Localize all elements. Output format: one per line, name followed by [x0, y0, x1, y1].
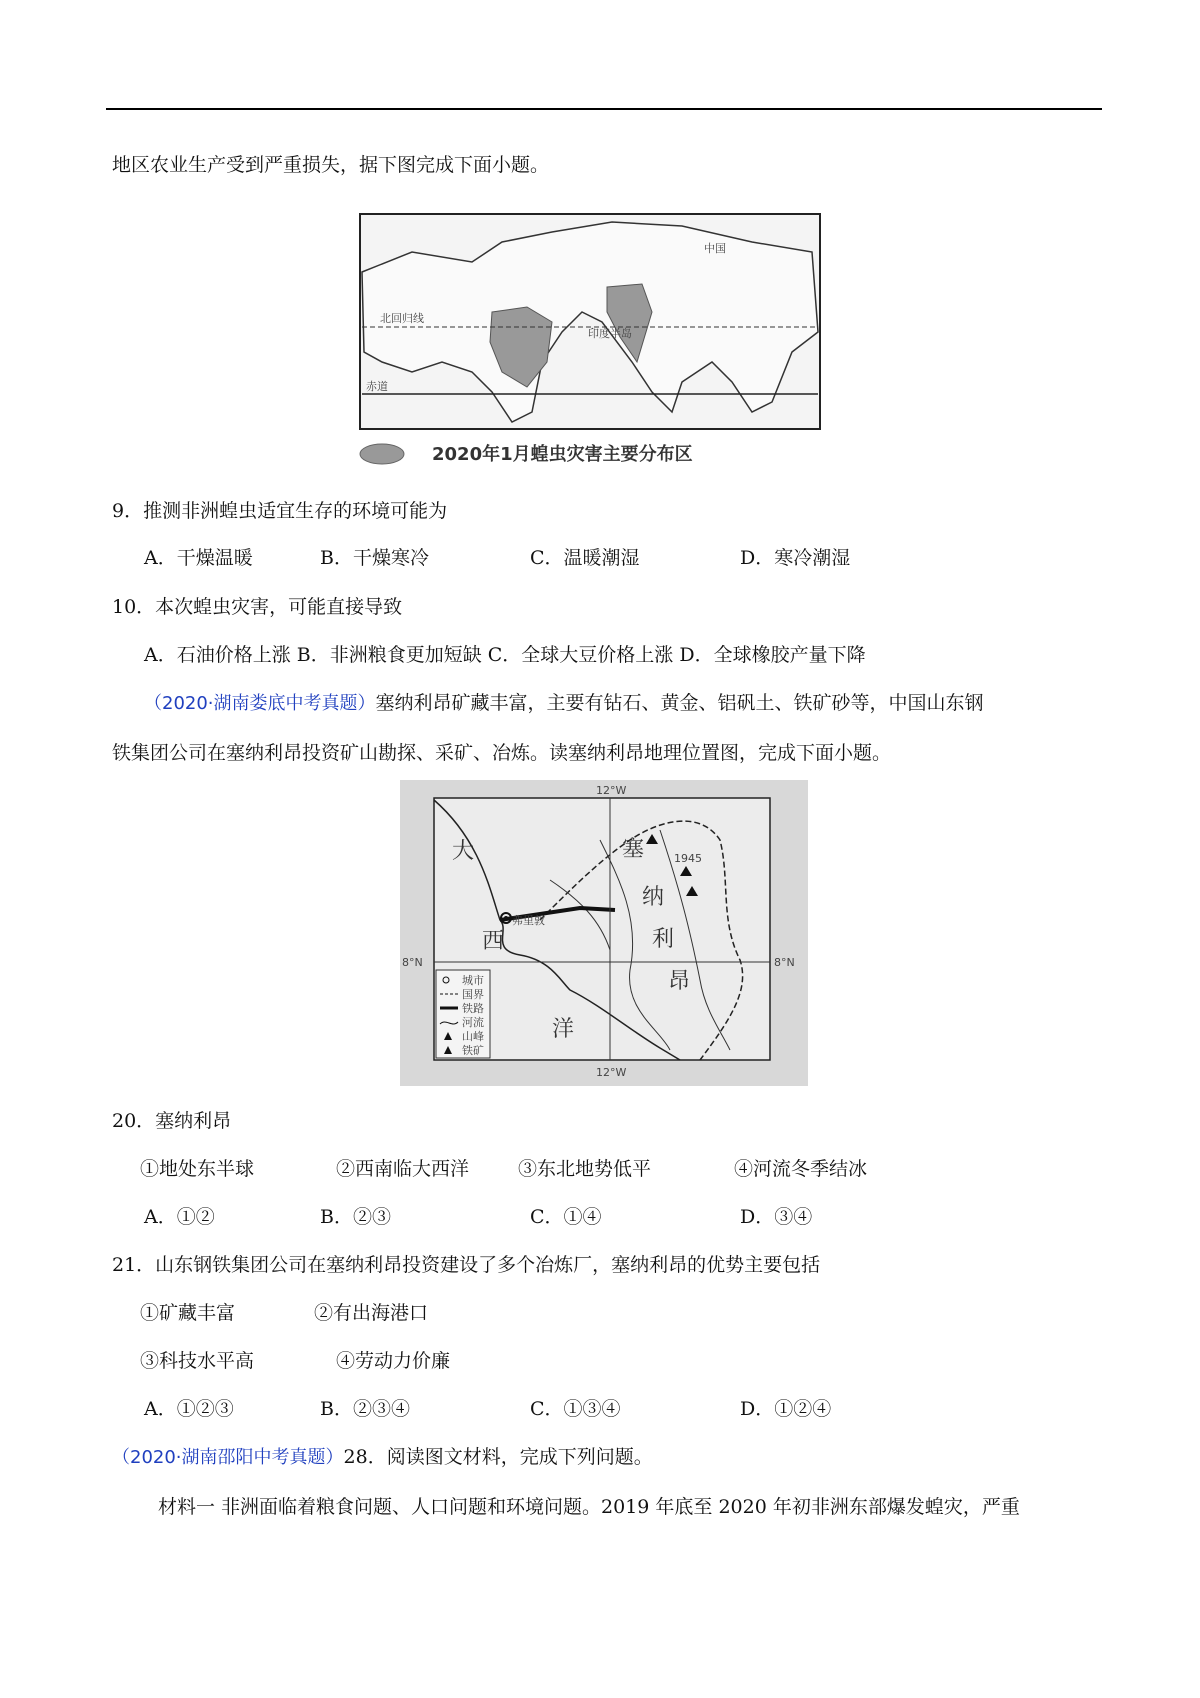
q20-option-a: A．①② — [144, 1206, 215, 1228]
q21-option-a: A．①②③ — [144, 1398, 234, 1420]
map2-peak: 1945 — [674, 852, 702, 865]
map2-right-lat: 8°N — [774, 956, 795, 969]
q10-options: A．石油价格上涨 B．非洲粮食更加短缺 C．全球大豆价格上涨 D．全球橡胶产量下降 — [144, 644, 866, 666]
passage2-text1: 塞纳利昂矿藏丰富，主要有钻石、黄金、铝矾土、铁矿砂等，中国山东钢 — [375, 692, 984, 714]
q28-line — [112, 1442, 653, 1469]
q21-statement-3: ③科技水平高 — [140, 1350, 255, 1372]
q21-option-b: B．②③④ — [320, 1398, 410, 1420]
locust-map — [352, 212, 830, 478]
header-rule — [106, 108, 1102, 110]
map2-top-label: 12°W — [596, 784, 627, 797]
q28-source: （2020·湖南邵阳中考真题） — [112, 1447, 344, 1468]
map1-label-equator: 赤道 — [366, 380, 388, 393]
q20-statement-3: ③东北地势低平 — [518, 1158, 652, 1180]
map2-city: 弗里敦 — [512, 914, 545, 927]
q28-material1: 材料一 非洲面临着粮食问题、人口问题和环境问题。2019 年底至 2020 年初非洲东部爆发蝗灾，严重 — [158, 1496, 1020, 1518]
q21-stem: 21．山东钢铁集团公司在塞纳利昂投资建设了多个冶炼厂，塞纳利昂的优势主要包括 — [112, 1254, 821, 1276]
q9-option-c: C．温暖潮湿 — [530, 547, 640, 569]
map2-ocean-1: 大 — [452, 839, 475, 864]
map2-country-1: 塞 — [622, 837, 645, 862]
map2-bottom-label: 12°W — [596, 1066, 627, 1079]
map1-label-tropic: 北回归线 — [380, 312, 424, 325]
q9-option-b: B．干燥寒冷 — [320, 547, 429, 569]
legend-border: 国界 — [462, 988, 484, 1001]
q20-stem: 20．塞纳利昂 — [112, 1110, 232, 1132]
q21-statement-1: ①矿藏丰富 — [140, 1302, 236, 1324]
legend-iron: 铁矿 — [462, 1044, 484, 1057]
map1-label-china: 中国 — [704, 242, 726, 255]
legend-peak: 山峰 — [462, 1030, 484, 1043]
q20-option-b: B．②③ — [320, 1206, 391, 1228]
sierra-leone-map — [400, 780, 808, 1090]
map2-country-2: 纳 — [642, 885, 665, 910]
q20-statement-2: ②西南临大西洋 — [336, 1158, 470, 1180]
map2-ocean-2: 西 — [482, 929, 505, 954]
map2-country-3: 利 — [652, 927, 675, 952]
q28-stem: 28．阅读图文材料，完成下列问题。 — [343, 1446, 653, 1468]
q9-option-d: D．寒冷潮湿 — [740, 547, 851, 569]
q20-option-c: C．①④ — [530, 1206, 602, 1228]
q21-option-d: D．①②④ — [740, 1398, 832, 1420]
q20-option-d: D．③④ — [740, 1206, 813, 1228]
map1-label-india: 印度半岛 — [588, 327, 632, 340]
map2-ocean-3: 洋 — [552, 1017, 575, 1042]
passage2-text2: 铁集团公司在塞纳利昂投资矿山勘探、采矿、冶炼。读塞纳利昂地理位置图，完成下面小题。 — [112, 742, 892, 764]
legend-city: 城市 — [462, 974, 484, 987]
map2-left-lat: 8°N — [402, 956, 423, 969]
legend-railway: 铁路 — [462, 1002, 484, 1015]
q20-statement-1: ①地处东半球 — [140, 1158, 255, 1180]
map2-country-4: 昂 — [668, 969, 691, 994]
q9-stem: 9．推测非洲蝗虫适宜生存的环境可能为 — [112, 500, 448, 522]
intro-line: 地区农业生产受到严重损失，据下图完成下面小题。 — [112, 154, 550, 176]
q21-option-c: C．①③④ — [530, 1398, 621, 1420]
passage2-source: （2020·湖南娄底中考真题） — [144, 693, 376, 714]
map1-caption: 2020年1月蝗虫灾害主要分布区 — [432, 444, 693, 465]
q21-statement-2: ②有出海港口 — [314, 1302, 429, 1324]
q9-option-a: A．干燥温暖 — [144, 547, 253, 569]
q20-statement-4: ④河流冬季结冰 — [734, 1158, 868, 1180]
q10-stem: 10．本次蝗虫灾害，可能直接导致 — [112, 596, 403, 618]
legend-river: 河流 — [462, 1016, 484, 1029]
passage2-line1 — [144, 688, 984, 715]
q21-statement-4: ④劳动力价廉 — [336, 1350, 451, 1372]
